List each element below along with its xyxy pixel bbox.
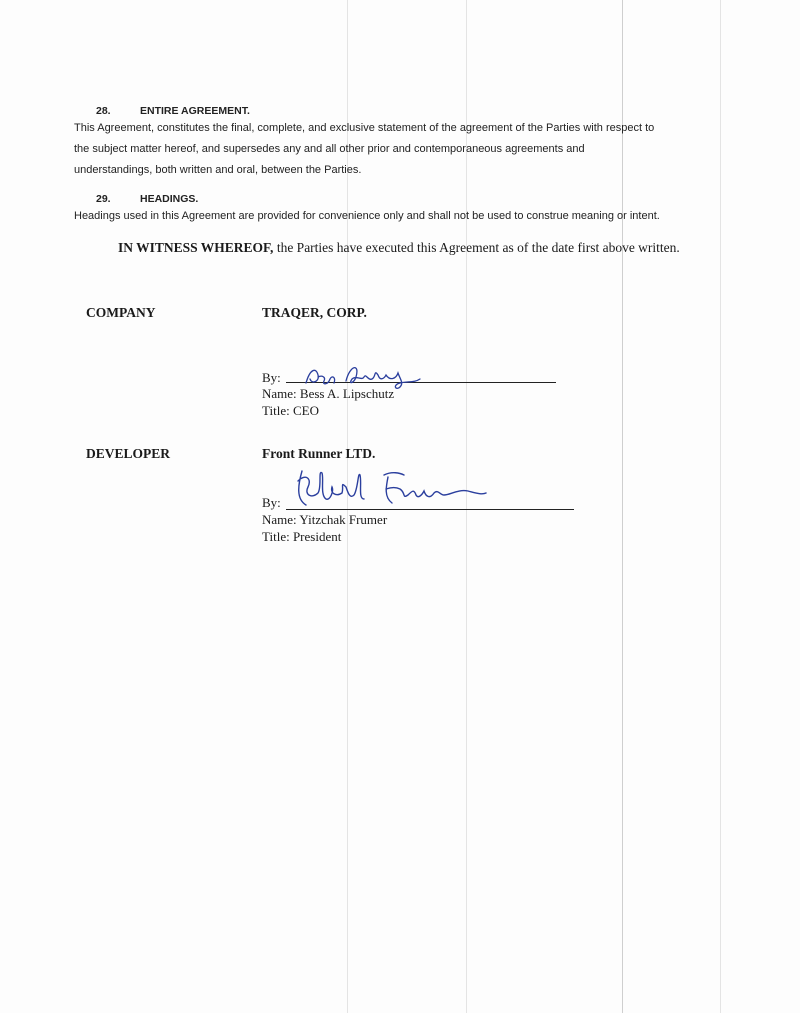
- section-heading-28: [96, 105, 250, 117]
- paragraph-line: the subject matter hereof, and supersedes any and all other prior and contemporaneous agreements and: [74, 143, 585, 155]
- section-number: 28.: [96, 105, 111, 117]
- section-heading-29: [96, 193, 198, 205]
- company-by-label: By:: [262, 370, 281, 385]
- developer-name-line: Name: Yitzchak Frumer: [262, 512, 388, 527]
- company-role-label: COMPANY: [86, 305, 156, 320]
- paragraph-line: understandings, both written and oral, between the Parties.: [74, 164, 362, 176]
- company-party-name: TRAQER, CORP.: [262, 305, 367, 320]
- section-body-28: [74, 118, 754, 181]
- section-number: 29.: [96, 193, 111, 205]
- witness-clause: [118, 240, 680, 256]
- witness-text: the Parties have executed this Agreement as of the date first above written.: [273, 240, 680, 255]
- developer-signature-image: [288, 465, 498, 515]
- section-title: ENTIRE AGREEMENT.: [140, 105, 250, 117]
- paragraph-line: Headings used in this Agreement are provided for convenience only and shall not be used to construe meaning or intent.: [74, 210, 660, 222]
- developer-by-label: By:: [262, 495, 281, 510]
- witness-bold: IN WITNESS WHEREOF,: [118, 240, 274, 255]
- developer-title-line: Title: President: [262, 529, 342, 544]
- company-name-line: Name: Bess A. Lipschutz: [262, 386, 395, 401]
- company-title-line: Title: CEO: [262, 403, 319, 418]
- section-title: HEADINGS.: [140, 193, 199, 205]
- paragraph-line: This Agreement, constitutes the final, complete, and exclusive statement of the agreement of the Parties with respect to: [74, 122, 655, 134]
- developer-role-label: DEVELOPER: [86, 446, 171, 461]
- developer-party-name: Front Runner LTD.: [262, 446, 376, 461]
- section-body-29: [74, 206, 774, 227]
